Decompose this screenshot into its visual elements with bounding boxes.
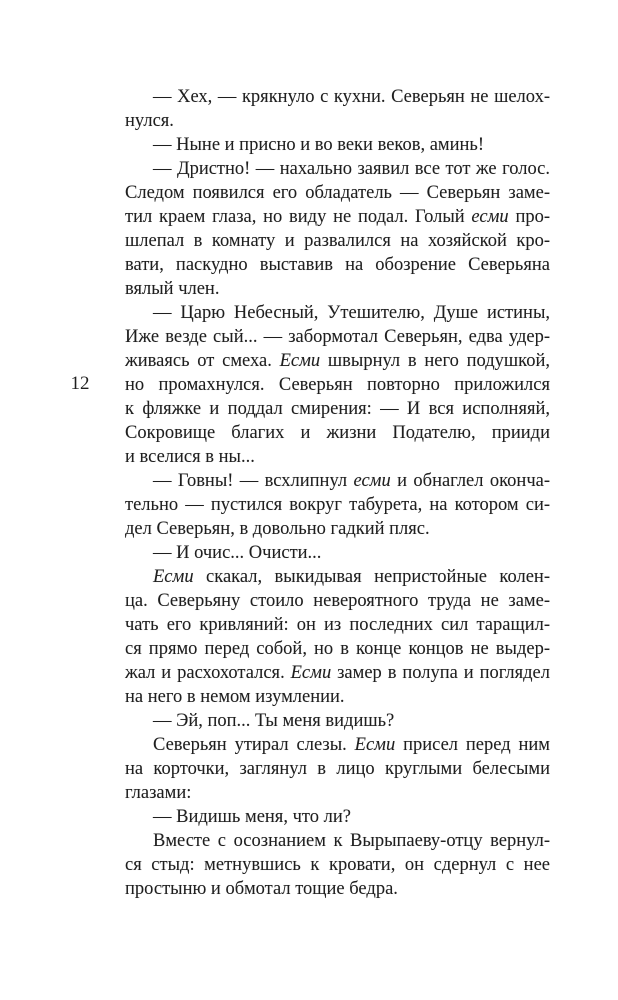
text-segment: швырнул в него подушкой, [320, 351, 550, 371]
text-line [125, 541, 550, 565]
text-segment: — Дристно! — нахально заявил все тот же голос. [153, 159, 550, 179]
text-line [125, 277, 550, 301]
text-segment: Есми [279, 351, 321, 371]
text-segment: на него в немом изумлении. [125, 687, 345, 707]
text-line [125, 565, 550, 589]
text-line [125, 685, 550, 709]
text-line [125, 85, 550, 109]
text-segment: чать его кривляний: он из последних сил таращил- [125, 615, 550, 635]
text-line [125, 397, 550, 421]
page-number: 12 [70, 373, 90, 394]
text-segment: и вселися в ны... [125, 447, 255, 467]
text-line [125, 229, 550, 253]
text-segment: Вместе с осознанием к Вырыпаеву-отцу вернул- [153, 831, 550, 851]
text-segment: ся стыд: метнувшись к кровати, он сдернул с нее [125, 855, 550, 875]
text-line [125, 421, 550, 445]
text-segment: скакал, выкидывая непристойные колен- [193, 567, 550, 587]
text-segment: Следом появился его обладатель — Северьян заме- [125, 183, 550, 203]
text-segment: ца. Северьяну стоило невероятного труда не заме- [125, 591, 550, 611]
text-segment: Есми [354, 735, 396, 755]
text-segment: про- [508, 207, 551, 227]
text-line [125, 157, 550, 181]
text-segment: — Царю Небесный, Утешителю, Душе истины, [153, 303, 550, 323]
text-line [125, 757, 550, 781]
text-line [125, 613, 550, 637]
text-segment: Северьян утирал слезы. [153, 735, 355, 755]
text-line [125, 805, 550, 829]
text-segment: Есми [153, 567, 194, 587]
text-segment: присел перед ним [395, 735, 550, 755]
text-column [125, 85, 550, 901]
text-segment: жал и расхохотался. [125, 663, 291, 683]
text-line [125, 781, 550, 805]
text-segment: вялый член. [125, 279, 220, 299]
text-segment: но промахнулся. Северьян повторно приложился [125, 375, 550, 395]
text-segment: глазами: [125, 783, 192, 803]
text-line [125, 469, 550, 493]
text-line [125, 301, 550, 325]
text-segment: на корточки, заглянул в лицо круглыми белесыми [125, 759, 550, 779]
text-line [125, 325, 550, 349]
text-line [125, 133, 550, 157]
text-line [125, 373, 550, 397]
text-line [125, 853, 550, 877]
text-segment: есми [353, 471, 391, 491]
text-line [125, 205, 550, 229]
text-segment: — Видишь меня, что ли? [153, 807, 351, 827]
text-segment: к фляжке и поддал смирения: — И вся исполняяй, [125, 399, 550, 419]
text-segment: есми [471, 207, 509, 227]
text-line [125, 877, 550, 901]
text-segment: вати, паскудно выставив на обозрение Северьяна [125, 255, 550, 275]
text-segment: тельно — пустился вокруг табурета, на котором си- [125, 495, 550, 515]
text-segment: — Ныне и присно и во веки веков, аминь! [153, 135, 485, 155]
text-segment: ся прямо перед собой, но в конце концов не выдер- [125, 639, 550, 659]
text-line [125, 349, 550, 373]
text-segment: — И очис... Очисти... [153, 543, 322, 563]
text-line [125, 637, 550, 661]
text-line [125, 661, 550, 685]
text-segment: тил краем глаза, но виду не подал. Голый [125, 207, 472, 227]
text-line [125, 709, 550, 733]
text-segment: дел Северьян, в довольно гадкий пляс. [125, 519, 430, 539]
text-segment: живаясь от смеха. [125, 351, 280, 371]
text-line [125, 829, 550, 853]
text-segment: — Говны! — всхлипнул [153, 471, 354, 491]
text-line [125, 109, 550, 133]
text-segment: шлепал в комнату и развалился на хозяйской кро- [125, 231, 550, 251]
text-segment: простыню и обмотал тощие бедра. [125, 879, 398, 899]
text-segment: замер в полупа и поглядел [331, 663, 551, 683]
text-segment: — Эй, поп... Ты меня видишь? [153, 711, 395, 731]
text-segment: и обнаглел оконча- [390, 471, 550, 491]
text-segment: нулся. [125, 111, 174, 131]
text-segment: Иже везде сый... — забормотал Северьян, едва удер- [125, 327, 550, 347]
text-segment: Есми [290, 663, 332, 683]
text-line [125, 733, 550, 757]
text-line [125, 493, 550, 517]
text-line [125, 517, 550, 541]
text-line [125, 181, 550, 205]
text-segment: — Хех, — крякнуло с кухни. Северьян не шелох- [153, 87, 550, 107]
text-line [125, 445, 550, 469]
text-line [125, 589, 550, 613]
text-line [125, 253, 550, 277]
text-segment: Сокровище благих и жизни Подателю, прииди [125, 423, 550, 443]
